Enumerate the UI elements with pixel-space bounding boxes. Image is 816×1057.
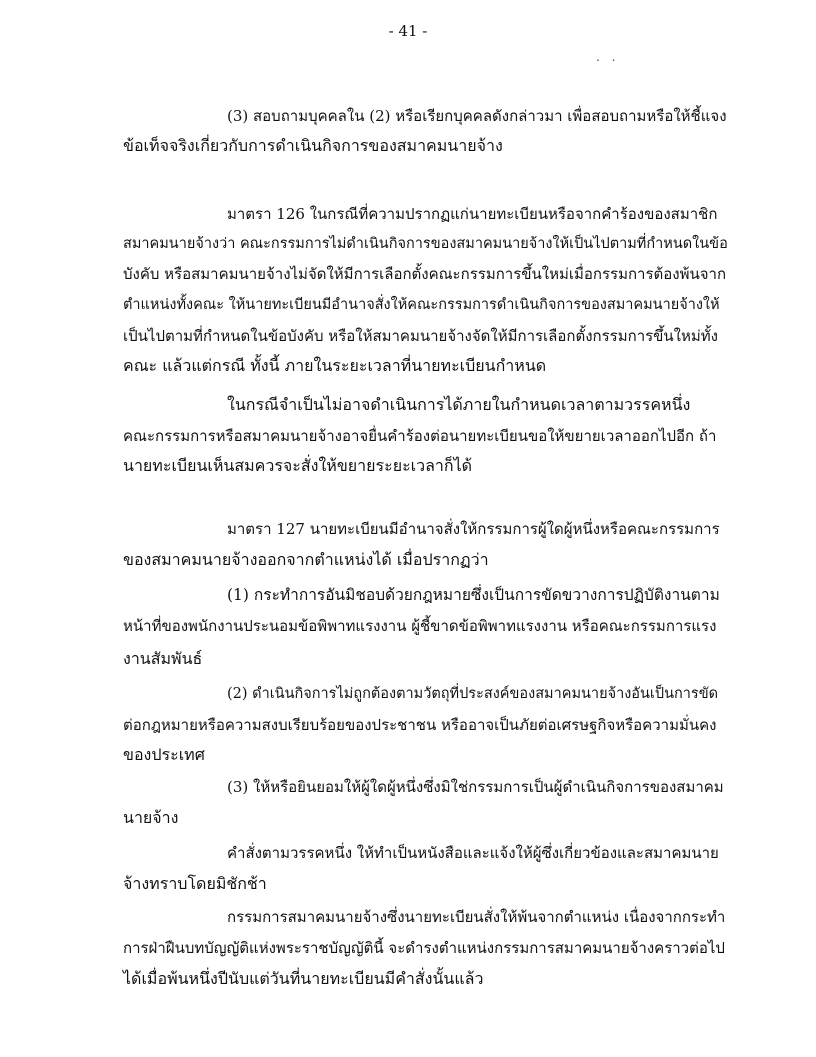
text-line: งานสัมพันธ์ <box>123 649 203 668</box>
text-line: มาตรา 127 นายทะเบียนมีอำนาจสั่งให้กรรมการผู้ใดผู้หนึ่งหรือคณะกรรมการ <box>227 520 720 538</box>
text-line: หน้าที่ของพนักงานประนอมข้อพิพาทแรงงาน ผู้ชี้ขาดข้อพิพาทแรงงาน หรือคณะกรรมการแรง <box>123 617 717 635</box>
text-line: คณะ แล้วแต่กรณี ทั้งนี้ ภายในระยะเวลาที่นายทะเบียนกำหนด <box>123 356 547 375</box>
text-line: คณะกรรมการหรือสมาคมนายจ้างอาจยื่นคำร้องต่อนายทะเบียนขอให้ขยายเวลาออกไปอีก ถ้า <box>123 427 717 445</box>
text-line: กรรมการสมาคมนายจ้างซึ่งนายทะเบียนสั่งให้พ้นจากตำแหน่ง เนื่องจากกระทำ <box>227 908 726 926</box>
text-line: (1) กระทำการอันมิชอบด้วยกฎหมายซึ่งเป็นการขัดขวางการปฏิบัติงานตาม <box>227 586 720 604</box>
text-line: ของสมาคมนายจ้างออกจากตำแหน่งได้ เมื่อปรากฏว่า <box>123 550 489 569</box>
text-line: ตำแหน่งทั้งคณะ ให้นายทะเบียนมีอำนาจสั่งให้คณะกรรมการดำเนินกิจการของสมาคมนายจ้างให้ <box>123 297 720 313</box>
text-line: (2) ดำเนินกิจการไม่ถูกต้องตามวัตถุที่ประสงค์ของสมาคมนายจ้างอันเป็นการขัด <box>227 686 719 702</box>
text-line: ของประเทศ <box>123 745 205 764</box>
text-line: บังคับ หรือสมาคมนายจ้างไม่จัดให้มีการเลือกตั้งคณะกรรมการขึ้นใหม่เมื่อกรรมการต้องพ้นจาก <box>123 265 727 283</box>
text-line: นายจ้าง <box>123 808 179 827</box>
scan-marks: . . <box>596 50 620 64</box>
text-line: (3) สอบถามบุคคลใน (2) หรือเรียกบุคคลดังกล่าวมา เพื่อสอบถามหรือให้ชี้แจง <box>227 107 727 125</box>
text-line: เป็นไปตามที่กำหนดในข้อบังคับ หรือให้สมาคมนายจ้างจัดให้มีการเลือกตั้งกรรมการขึ้นใหม่ทั้ง <box>123 327 718 345</box>
text-line: จ้างทราบโดยมิชักช้า <box>123 874 267 893</box>
text-line: สมาคมนายจ้างว่า คณะกรรมการไม่ดำเนินกิจการของสมาคมนายจ้างให้เป็นไปตามที่กำหนดในข้อ <box>123 236 728 252</box>
text-line: การฝ่าฝืนบทบัญญัติแห่งพระราชบัญญัตินี้ จะดำรงตำแหน่งกรรมการสมาคมนายจ้างคราวต่อไป <box>123 939 725 957</box>
page-number: - 41 - <box>388 22 428 40</box>
text-line: (3) ให้หรือยินยอมให้ผู้ใดผู้หนึ่งซึ่งมิใช่กรรมการเป็นผู้ดำเนินกิจการของสมาคม <box>227 778 724 796</box>
text-line: ต่อกฎหมายหรือความสงบเรียบร้อยของประชาชน หรืออาจเป็นภัยต่อเศรษฐกิจหรือความมั่นคง <box>123 716 717 734</box>
text-line: มาตรา 126 ในกรณีที่ความปรากฏแก่นายทะเบียนหรือจากคำร้องของสมาชิก <box>227 205 718 223</box>
text-line: นายทะเบียนเห็นสมควรจะสั่งให้ขยายระยะเวลาก็ได้ <box>123 456 473 475</box>
text-line: คำสั่งตามวรรคหนึ่ง ให้ทำเป็นหนังสือและแจ้งให้ผู้ซึ่งเกี่ยวข้องและสมาคมนาย <box>227 844 719 862</box>
text-line: ได้เมื่อพ้นหนึ่งปีนับแต่วันที่นายทะเบียนมีคำสั่งนั้นแล้ว <box>123 969 484 988</box>
text-line: ในกรณีจำเป็นไม่อาจดำเนินการได้ภายในกำหนดเวลาตามวรรคหนึ่ง <box>227 395 691 414</box>
text-line: ข้อเท็จจริงเกี่ยวกับการดำเนินกิจการของสมาคมนายจ้าง <box>123 136 503 155</box>
